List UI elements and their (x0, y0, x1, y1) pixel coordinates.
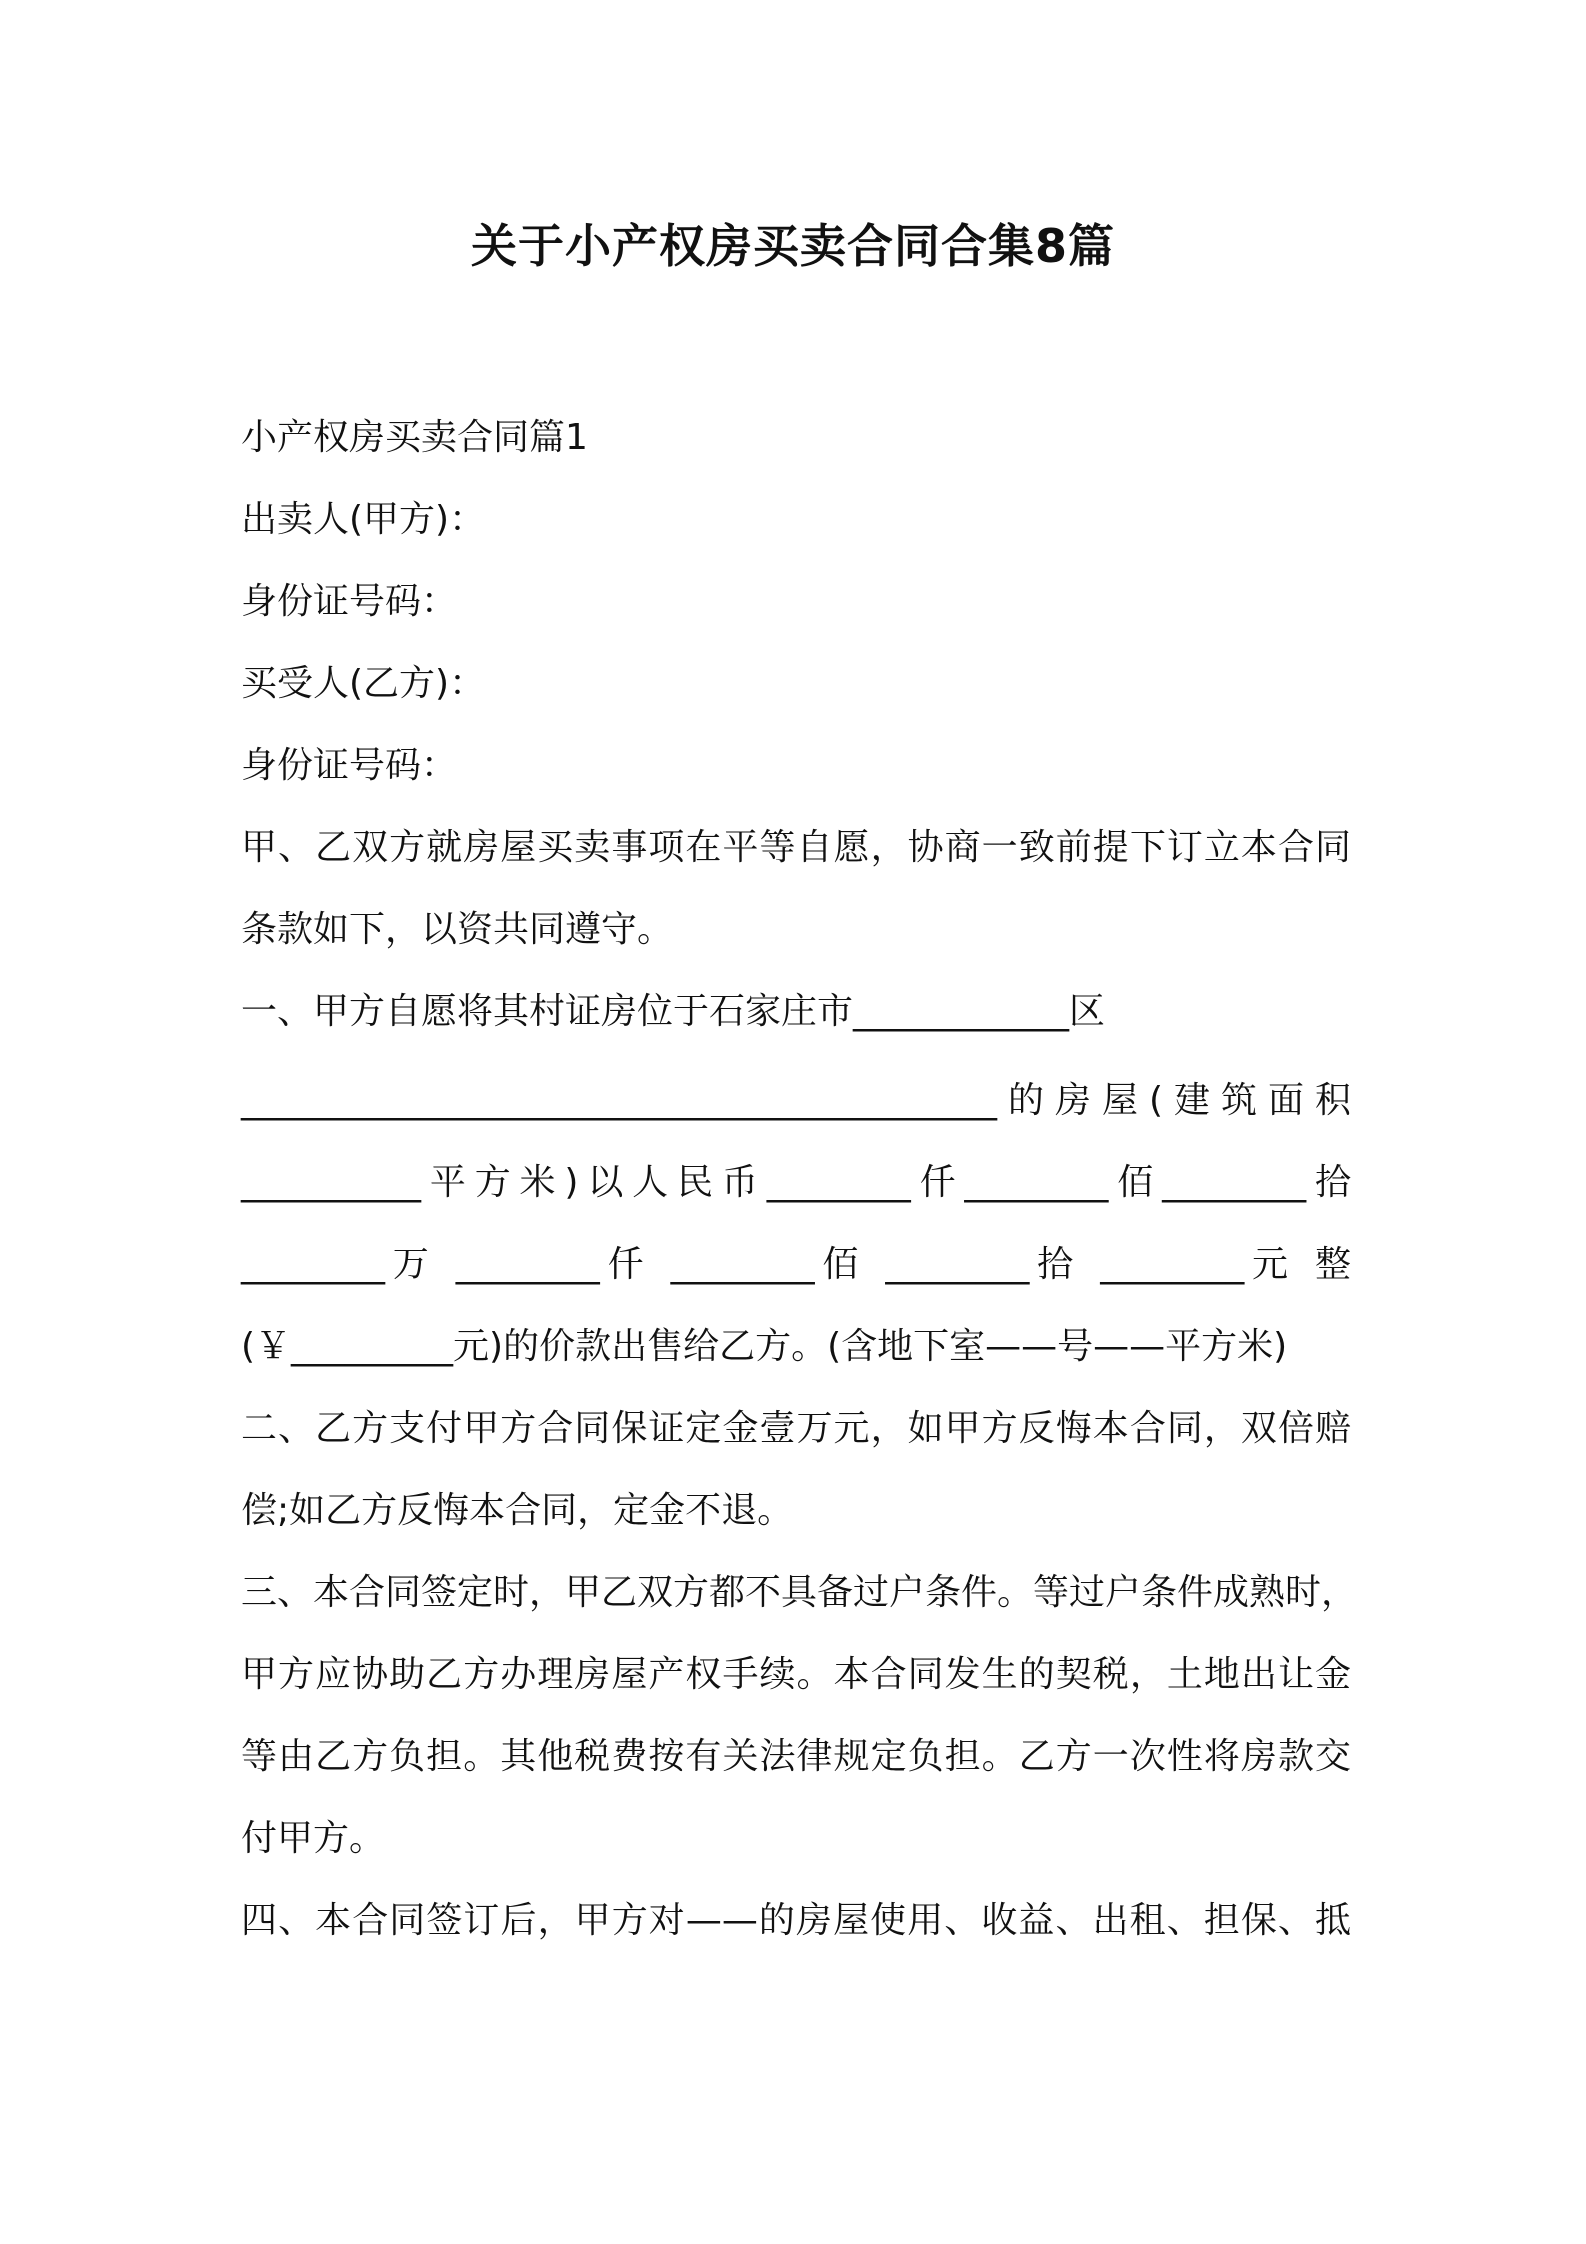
buyer-label: 买受人(乙方)： (241, 663, 486, 704)
paragraph-line: 甲、乙双方就房屋买卖事项在平等自愿，协商一致前提下订立本合同 (241, 827, 1351, 868)
clause-line: __________平方米)以人民币________仟________佰________拾 (241, 1162, 1351, 1203)
clause-line: 付甲方。 (241, 1818, 386, 1859)
seller-label: 出卖人(甲方)： (241, 499, 486, 540)
clause-line: 甲方应协助乙方办理房屋产权手续。本合同发生的契税，土地出让金 (241, 1654, 1351, 1695)
paragraph-line: 条款如下，以资共同遵守。 (241, 909, 674, 950)
document-title: 关于小产权房买卖合同合集8篇 (470, 219, 1115, 273)
clause-line: 等由乙方负担。其他税费按有关法律规定负担。乙方一次性将房款交 (241, 1736, 1351, 1777)
clause-line: __________________________________________的房屋(建筑面积 (241, 1080, 1351, 1121)
clause-line: 三、本合同签定时，甲乙双方都不具备过户条件。等过户条件成熟时， (241, 1572, 1358, 1613)
clause-line: (￥_________元)的价款出售给乙方。(含地下室——号——平方米) (241, 1326, 1288, 1367)
clause-line: 四、本合同签订后，甲方对——的房屋使用、收益、出租、担保、抵 (241, 1900, 1351, 1941)
section-heading: 小产权房买卖合同篇1 (241, 417, 588, 458)
buyer-id-label: 身份证号码： (241, 745, 458, 786)
seller-id-label: 身份证号码： (241, 581, 458, 622)
clause-line: 一、甲方自愿将其村证房位于石家庄市____________区 (241, 991, 1106, 1032)
clause-line: 二、乙方支付甲方合同保证定金壹万元，如甲方反悔本合同，双倍赔 (241, 1408, 1351, 1449)
clause-line: ________万 ________仟 ________佰 ________拾 ________元 整 (241, 1244, 1351, 1285)
clause-line: 偿;如乙方反悔本合同，定金不退。 (241, 1490, 794, 1531)
